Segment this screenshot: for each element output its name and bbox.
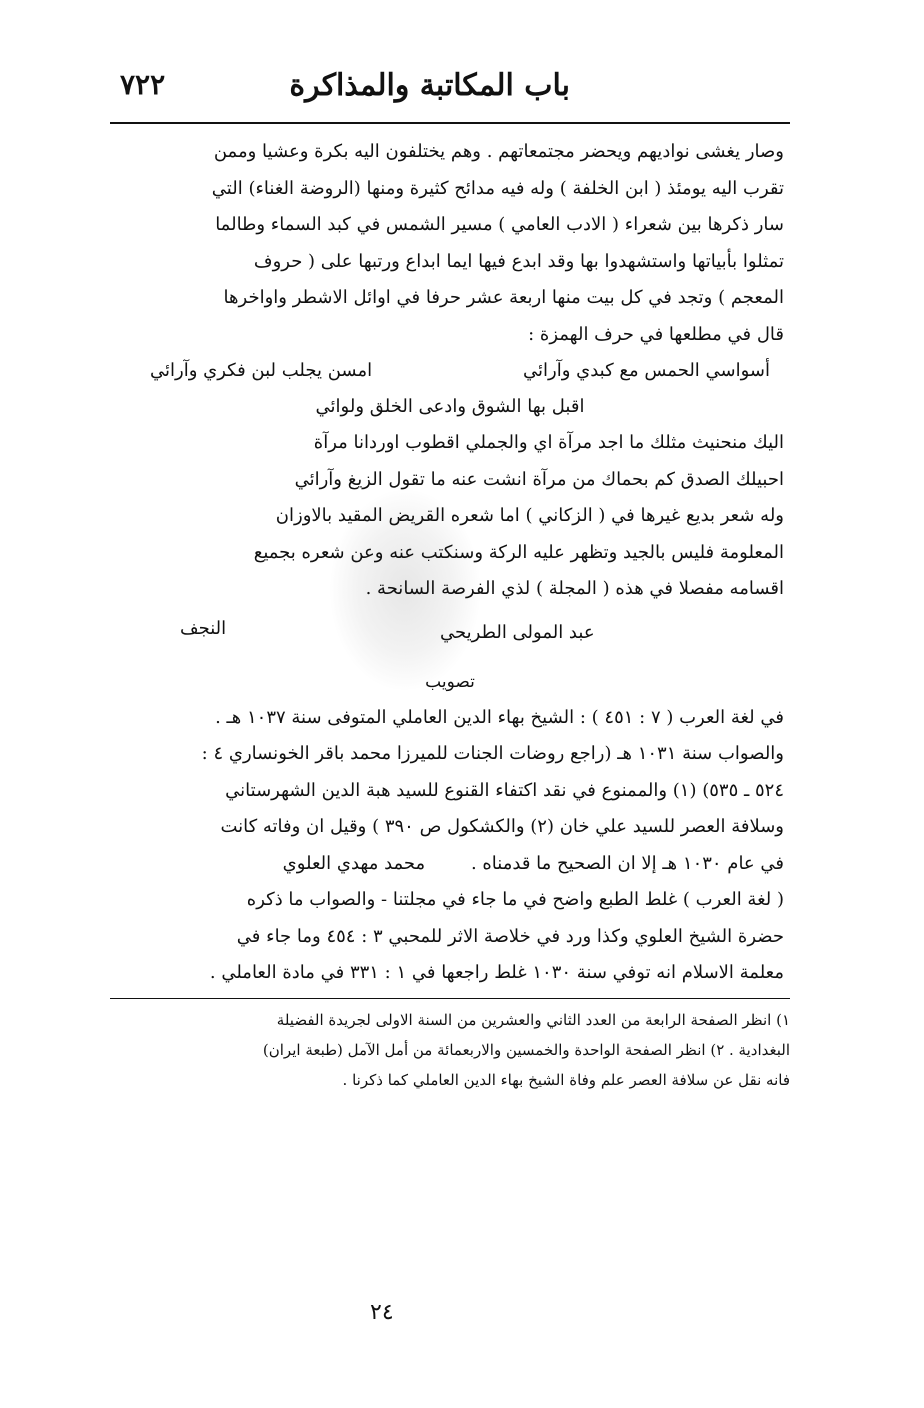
poem-verse-1 xyxy=(110,353,790,389)
footnote-line: فانه نقل عن سلافة العصر علم وفاة الشيخ بهاء الدين العاملي كما ذكرنا . xyxy=(342,1070,790,1089)
text-line: المعجم ) وتجد في كل بيت منها اربعة عشر حرفا في اوائل الاشطر واواخرها xyxy=(223,287,784,308)
text-line: قال في مطلعها في حرف الهمزة : xyxy=(528,323,784,345)
correction-text xyxy=(110,700,790,883)
text-line: تمثلوا بأبياتها واستشهدوا بها وقد ابدع فيها ايما ابداع ورتبها على ( حروف xyxy=(253,250,784,272)
text-line: اقسامه مفصلا في هذه ( المجلة ) لذي الفرصة السانحة . xyxy=(365,578,784,599)
footnotes xyxy=(110,1005,790,1095)
signature-name: عبد المولى الطريحي xyxy=(440,621,595,643)
text-line: ٥٢٤ ـ ٥٣٥) (١) والممنوع في نقد اكتفاء القنوع للسيد هبة الدين الشهرستاني xyxy=(225,779,784,801)
signature-location: النجف xyxy=(180,617,227,639)
body-text-2 xyxy=(110,425,790,608)
signature-mark: ٢٤ xyxy=(370,1300,394,1325)
footnote-divider xyxy=(110,998,790,999)
text-line: تقرب اليه يومئذ ( ابن الخلفة ) وله فيه مدائح كثيرة ومنها (الروضة الغناء) التي xyxy=(211,177,784,199)
page-header xyxy=(110,60,790,124)
signature-block xyxy=(110,614,790,654)
page xyxy=(110,60,790,1095)
text-line: وصار يغشى نواديهم ويحضر مجتمعاتهم . وهم يختلفون اليه بكرة وعشيا وممن xyxy=(213,141,784,162)
verse-line: اقبل بها الشوق وادعى الخلق ولوائي xyxy=(315,396,585,417)
verse-hemistich-left: امسن يجلب لبن فكري وآرائي xyxy=(150,360,373,381)
text-line: احبيلك الصدق كم بحماك من مرآة انشت عنه ما تقول الزيغ وآرائي xyxy=(294,468,784,490)
text-line: والصواب سنة ١٠٣١ هـ (راجع روضات الجنات للميرزا محمد باقر الخونساري ٤ : xyxy=(201,743,784,764)
footnote-line: ١) انظر الصفحة الرابعة من العدد الثاني والعشرين من السنة الاولى لجريدة الفضيلة xyxy=(276,1010,790,1029)
text-line: ( لغة العرب ) غلط الطبع واضح في ما جاء في مجلتنا - والصواب ما ذكره xyxy=(246,889,784,910)
text-line: المعلومة فليس بالجيد وتظهر عليه الركة وسنكتب عنه وعن شعره بجميع xyxy=(253,541,784,563)
editor-note xyxy=(110,882,790,992)
poem-verse-2 xyxy=(110,389,790,425)
body-text-1 xyxy=(110,134,790,353)
text-line: وسلافة العصر للسيد علي خان (٢) والكشكول ص ٣٩٠ ) وقيل ان وفاته كانت xyxy=(220,816,784,837)
page-number: ٧٢٢ xyxy=(120,68,166,101)
footnote-line: البغدادية . ٢) انظر الصفحة الواحدة والخمسين والاربعمائة من أمل الآمل (طبعة ايران) xyxy=(262,1040,790,1059)
text-line: في لغة العرب ( ٧ : ٤٥١ ) : الشيخ بهاء الدين العاملي المتوفى سنة ١٠٣٧ هـ . xyxy=(215,706,784,728)
text-line xyxy=(110,846,790,883)
text-line: وله شعر بديع غيرها في ( الزكاني ) اما شعره القريض المقيد بالاوزان xyxy=(275,505,784,526)
text-line: معلمة الاسلام انه توفي سنة ١٠٣٠ غلط راجعها في ١ : ٣٣١ في مادة العاملي . xyxy=(209,962,784,983)
text-fragment: في عام ١٠٣٠ هـ إلا ان الصحيح ما قدمناه . xyxy=(470,852,784,874)
text-line: سار ذكرها بين شعراء ( الادب العامي ) مسير الشمس في كبد السماء وطالما xyxy=(215,214,784,235)
correction-signature: محمد مهدي العلوي xyxy=(282,852,426,874)
text-line: اليك منحنيث مثلك ما اجد مرآة اي والجملي اقطوب اوردانا مرآة xyxy=(313,432,784,453)
verse-hemistich-right: أسواسي الحمس مع كبدي وآرائي xyxy=(523,360,770,381)
section-title: تصويب xyxy=(425,671,475,692)
text-line: حضرة الشيخ العلوي وكذا ورد في خلاصة الاثر للمحبي ٣ : ٤٥٤ وما جاء في xyxy=(236,925,784,947)
page-title: باب المكاتبة والمذاكرة xyxy=(289,68,570,103)
